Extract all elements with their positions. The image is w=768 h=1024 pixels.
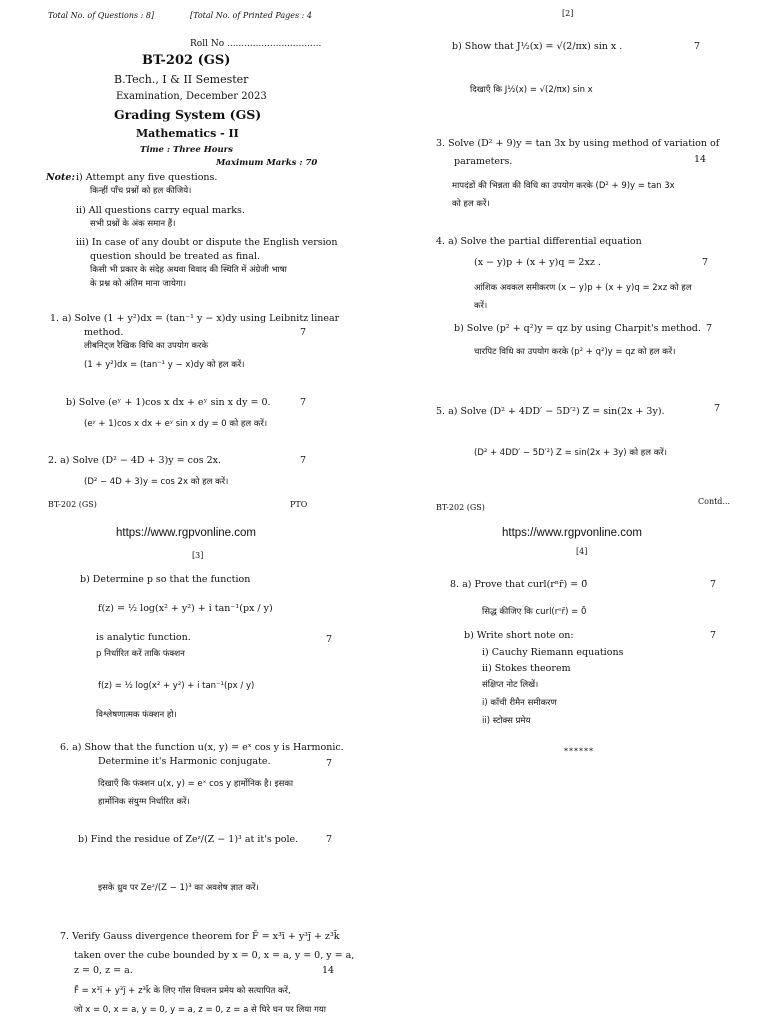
q7-hindi: F̄ = x³ī + y³j̄ + z³k̄ के लिए गॉस विचलन प्रमेय को सत्यापित करें, xyxy=(74,986,291,996)
q4a-marks: 7 xyxy=(702,257,709,268)
q1b-marks: 7 xyxy=(300,397,307,408)
q6b-hindi: इसके ध्रुव पर Zeᶻ/(Z − 1)³ का अवशेष ज्ञात करें। xyxy=(98,883,259,893)
q8a-marks: 7 xyxy=(710,579,717,590)
q7-marks: 14 xyxy=(322,965,335,976)
q6b-text: b) Find the residue of Zeᶻ/(Z − 1)³ at it's pole. xyxy=(78,834,299,845)
q4b-hindi: चारपिट विधि का उपयोग करके (p² + q²)y = qz को हल करें। xyxy=(474,347,676,357)
page-2 xyxy=(384,0,768,512)
q6a-marks: 7 xyxy=(326,758,333,769)
q7-text-cont2: z = 0, z = a. xyxy=(74,965,133,976)
note-label: Note: xyxy=(46,172,75,183)
max-marks: Maximum Marks : 70 xyxy=(216,158,318,168)
q3-hindi: मापदंडों की भिन्नता की विधि का उपयोग करके (D² + 9)y = tan 3x xyxy=(452,181,675,191)
q3-text-cont: parameters. xyxy=(454,156,513,167)
paper-code: BT-202 (GS) xyxy=(142,53,231,68)
q1a-text: 1. a) Solve (1 + y²)dx = (tan⁻¹ y − x)dy using Leibnitz linear xyxy=(50,313,340,324)
q4a-text: 4. a) Solve the partial differential equation xyxy=(436,236,642,247)
q6a-hindi-cont: हार्मोनिक संयुग्म निर्धारित करें। xyxy=(98,797,190,807)
q6a-text-cont: Determine it's Harmonic conjugate. xyxy=(98,756,271,767)
q6a-hindi: दिखाएँ कि फंक्शन u(x, y) = eˣ cos y हार्मोनिक है। इसका xyxy=(98,779,294,789)
course: B.Tech., I & II Semester xyxy=(114,73,249,86)
roll-no: Roll No ................................. xyxy=(190,39,322,49)
q4a-hindi-cont: करें। xyxy=(474,301,488,311)
q1a-text-cont: method. xyxy=(84,327,124,338)
qb-text: b) Determine p so that the function xyxy=(80,574,251,585)
q1a-hindi: लीबनिट्ज रैखिक विधि का उपयोग करके xyxy=(84,341,209,351)
q7-text: 7. Verify Gauss divergence theorem for F̄ = x³ī + y³j̄ + z³k̄ xyxy=(60,931,340,942)
q4b-text: b) Solve (p² + q²)y = qz by using Charpit's method. xyxy=(454,323,701,334)
qb-marks: 7 xyxy=(326,634,333,645)
source-url: https://www.rgpvonline.com xyxy=(116,527,256,539)
exam-session: Examination, December 2023 xyxy=(116,91,267,102)
q8b-hindi-item-2: ii) स्टोक्स प्रमेय xyxy=(482,716,531,726)
q8b-text: b) Write short note on: xyxy=(464,630,574,641)
q3-text: 3. Solve (D² + 9)y = tan 3x by using method of variation of xyxy=(436,138,720,149)
q8b-item-1: i) Cauchy Riemann equations xyxy=(482,647,624,658)
q7-text-cont: taken over the cube bounded by x = 0, x = a, y = 0, y = a, xyxy=(74,950,355,961)
q1a-marks: 7 xyxy=(300,327,307,338)
qb-hindi-equation: f(z) = ½ log(x² + y²) + i tan⁻¹(px / y) xyxy=(98,681,255,691)
q3-marks: 14 xyxy=(694,154,707,165)
q6a-text: 6. a) Show that the function u(x, y) = eˣ cos y is Harmonic. xyxy=(60,742,344,753)
q5a-hindi: (D² + 4DD′ − 5D′²) Z = sin(2x + 3y) को हल करें। xyxy=(474,448,667,458)
q2a-marks: 7 xyxy=(300,455,307,466)
q5a-text: 5. a) Solve (D² + 4DD′ − 5D′²) Z = sin(2x + 3y). xyxy=(436,406,665,417)
page-number: [3] xyxy=(192,551,204,560)
page-number: [4] xyxy=(576,547,588,556)
footer-pto: PTO xyxy=(290,500,308,509)
note-ii: ii) All questions carry equal marks. xyxy=(76,205,245,216)
q8a-hindi: सिद्ध कीजिए कि curl(rⁿr̄) = 0̄ xyxy=(482,607,587,617)
qb-text-cont: is analytic function. xyxy=(96,632,191,643)
footer-contd: Contd... xyxy=(698,497,731,506)
page-1 xyxy=(0,0,384,512)
q3-hindi-cont: को हल करें। xyxy=(452,199,490,209)
q8b-marks: 7 xyxy=(710,630,717,641)
q1b-bessel: b) Show that J½(x) = √(2/πx) sin x . xyxy=(452,41,623,52)
qb-hindi: p निर्धारित करें ताकि फंक्शन xyxy=(96,649,185,659)
footer-code: BT-202 (GS) xyxy=(436,503,485,512)
page-number: [2] xyxy=(562,9,574,18)
note-i-hindi: किन्हीं पाँच प्रश्नों को हल कीजिये। xyxy=(90,186,192,196)
q7-hindi-cont: जो x = 0, x = a, y = 0, y = a, z = 0, z = a से घिरे घन पर लिया गया xyxy=(74,1005,326,1015)
q1b-hindi: (eʸ + 1)cos x dx + eʸ sin x dy = 0 को हल करें। xyxy=(84,419,268,429)
note-iii-hindi-cont: के प्रश्न को अंतिम माना जायेगा। xyxy=(90,279,187,289)
time: Time : Three Hours xyxy=(140,145,233,155)
q8a-text: 8. a) Prove that curl(rⁿr̄) = 0̄ xyxy=(450,579,588,590)
q1b-text: b) Solve (eʸ + 1)cos x dx + eʸ sin x dy = 0. xyxy=(66,397,271,408)
qb-equation: f(z) = ½ log(x² + y²) + i tan⁻¹(px / y) xyxy=(98,603,273,614)
q5a-marks: 7 xyxy=(714,403,721,414)
note-i: i) Attempt any five questions. xyxy=(76,172,218,183)
subject: Mathematics - II xyxy=(136,127,239,140)
qb-hindi-cont: विश्लेषणात्मक फंक्शन हो। xyxy=(96,710,177,720)
q2a-text: 2. a) Solve (D² − 4D + 3)y = cos 2x. xyxy=(48,455,222,466)
end-marker: ****** xyxy=(564,747,594,756)
q4a-hindi: आंशिक अवकल समीकरण (x − y)p + (x + y)q = 2xz को हल xyxy=(474,283,692,293)
q6b-marks: 7 xyxy=(326,834,333,845)
q4a-equation: (x − y)p + (x + y)q = 2xz . xyxy=(474,257,601,268)
q4b-marks: 7 xyxy=(706,323,713,334)
grading-system: Grading System (GS) xyxy=(114,107,262,122)
note-ii-hindi: सभी प्रश्नों के अंक समान हैं। xyxy=(90,219,176,229)
q1a-hindi-eq: (1 + y²)dx = (tan⁻¹ y − x)dy को हल करें। xyxy=(84,360,245,370)
q1b-bessel-marks: 7 xyxy=(694,41,701,52)
q1b-bessel-hindi: दिखाएँ कि J½(x) = √(2/πx) sin x xyxy=(470,85,593,95)
source-url: https://www.rgpvonline.com xyxy=(502,527,642,539)
q8b-item-2: ii) Stokes theorem xyxy=(482,663,571,674)
page-4 xyxy=(384,512,768,1024)
q8b-hindi-item-1: i) कॉंची रीमैन समीकरण xyxy=(482,698,557,708)
footer-code: BT-202 (GS) xyxy=(48,500,97,509)
note-iii-cont: question should be treated as final. xyxy=(90,251,261,262)
note-iii: iii) In case of any doubt or dispute the English version xyxy=(76,237,338,248)
page-3 xyxy=(0,512,384,1024)
total-questions: Total No. of Questions : 8] xyxy=(48,11,155,20)
total-pages: [Total No. of Printed Pages : 4 xyxy=(190,11,312,20)
q8b-hindi-heading: संक्षिप्त नोट लिखें। xyxy=(482,680,539,690)
q2a-hindi: (D² − 4D + 3)y = cos 2x को हल करें। xyxy=(84,477,229,487)
note-iii-hindi: किसी भी प्रकार के संदेह अथवा विवाद की स्थिति में अंग्रेजी भाषा xyxy=(90,265,287,275)
